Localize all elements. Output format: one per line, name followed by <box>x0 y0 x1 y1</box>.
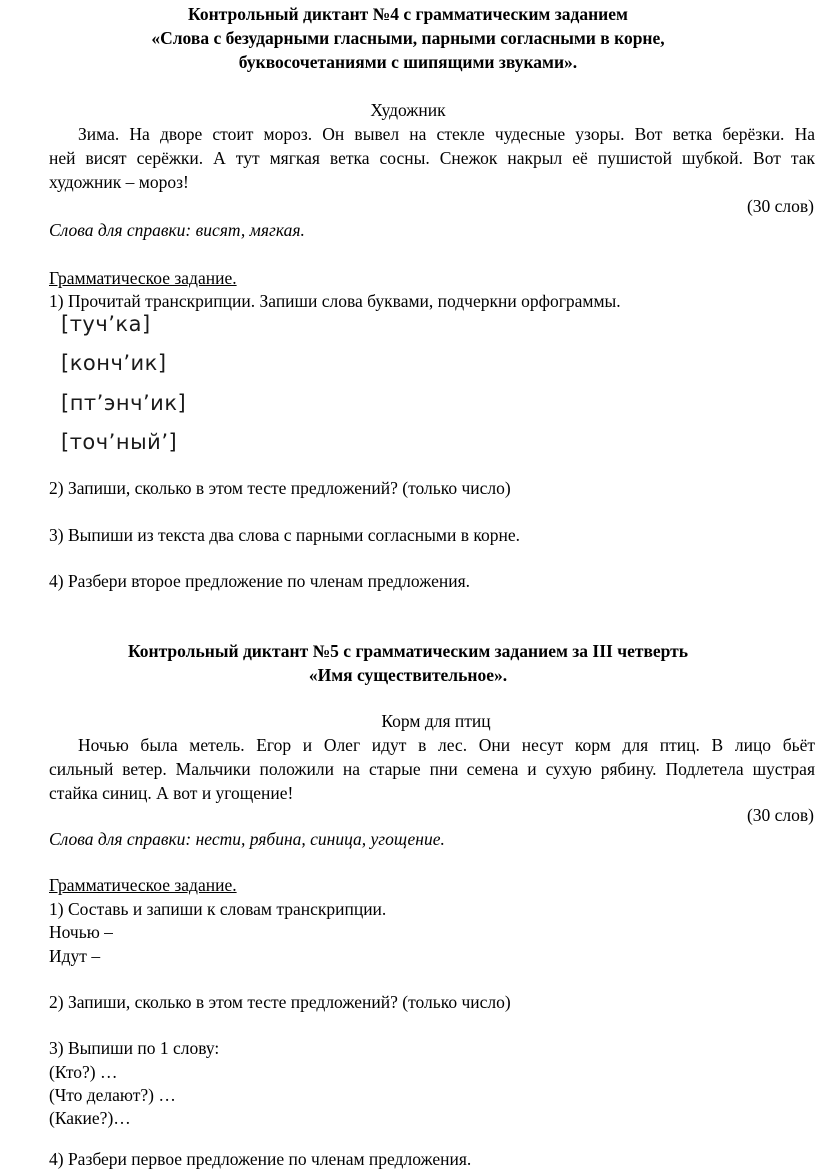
dictation4-title-line-3: буквосочетаниями с шипящими звуками». <box>238 52 578 72</box>
transcription-3: [пт’энч’ик] <box>61 391 187 415</box>
dictation4-text-line-3: художник – мороз! <box>49 172 189 192</box>
dictation4-word-count: (30 слов) <box>746 196 814 216</box>
dictation5-text-line-3: стайка синиц. А вот и угощение! <box>49 783 294 803</box>
dictation5-grammar-heading: Грамматическое задание. <box>49 875 237 895</box>
dictation5-task-3-item-1: (Кто?) … <box>49 1062 118 1082</box>
dictation5-task-3-item-2: (Что делают?) … <box>49 1085 176 1105</box>
dictation4-task-4: 4) Разбери второе предложение по членам предложения. <box>49 571 471 591</box>
dictation5-task-3-item-3: (Какие?)… <box>49 1108 131 1128</box>
dictation5-task-1: 1) Составь и запиши к словам транскрипции. <box>49 899 387 919</box>
dictation5-task-1-item-2: Идут – <box>49 946 101 966</box>
dictation5-text-title: Корм для птиц <box>381 711 491 731</box>
dictation4-reference-words: Слова для справки: висят, мягкая. <box>49 220 305 240</box>
dictation4-grammar-heading: Грамматическое задание. <box>49 268 237 288</box>
dictation4-title-line-2: «Слова с безударными гласными, парными согласными в корне, <box>151 28 665 48</box>
dictation5-title-line-2: «Имя существительное». <box>308 665 508 685</box>
transcription-2: [конч’ик] <box>61 351 167 375</box>
dictation4-text-line-2: ней висят серёжки. А тут мягкая ветка сосны. Снежок накрыл её пушистой шубкой. Вот так <box>49 148 815 168</box>
dictation5-text-line-1: Ночью была метель. Егор и Олег идут в лес. Они несут корм для птиц. В лицо бьёт <box>78 735 815 755</box>
dictation4-title-line-1: Контрольный диктант №4 с грамматическим заданием <box>188 4 628 24</box>
dictation4-task-2: 2) Запиши, сколько в этом тесте предложений? (только число) <box>49 478 511 498</box>
transcription-1: [туч’ка] <box>61 312 151 336</box>
dictation5-task-4: 4) Разбери первое предложение по членам предложения. <box>49 1149 472 1169</box>
dictation5-word-count: (30 слов) <box>746 805 814 825</box>
dictation5-task-2: 2) Запиши, сколько в этом тесте предложений? (только число) <box>49 992 511 1012</box>
dictation5-task-3: 3) Выпиши по 1 слову: <box>49 1038 220 1058</box>
dictation5-text-line-2: сильный ветер. Мальчики положили на старые пни семена и сухую рябину. Подлетела шустрая <box>49 759 815 779</box>
dictation4-task-1: 1) Прочитай транскрипции. Запиши слова буквами, подчеркни орфограммы. <box>49 291 621 311</box>
transcription-4: [точ’ный’] <box>61 430 178 454</box>
dictation4-task-3: 3) Выпиши из текста два слова с парными согласными в корне. <box>49 525 520 545</box>
dictation5-title-line-1: Контрольный диктант №5 с грамматическим заданием за III четверть <box>127 641 689 661</box>
dictation4-text-title: Художник <box>370 100 446 120</box>
dictation5-reference-words: Слова для справки: нести, рябина, синица, угощение. <box>49 829 445 849</box>
dictation5-task-1-item-1: Ночью – <box>49 922 113 942</box>
dictation4-text-line-1: Зима. На дворе стоит мороз. Он вывел на стекле чудесные узоры. Вот ветка берёзки. На <box>78 124 815 144</box>
